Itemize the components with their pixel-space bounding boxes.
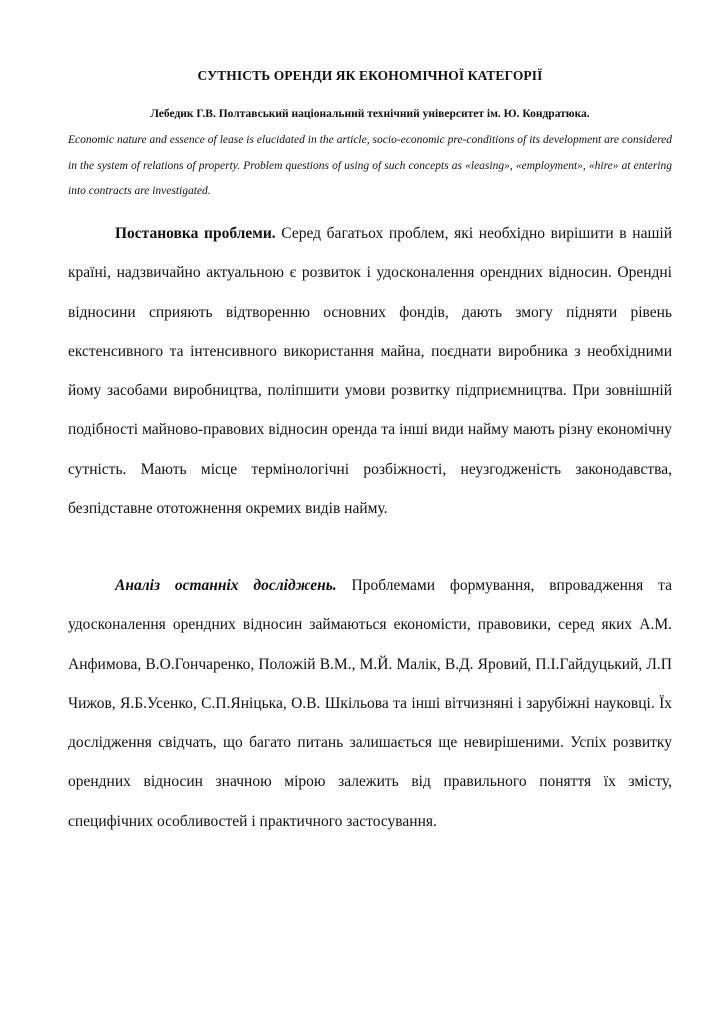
section-problem-statement	[68, 214, 672, 528]
paper-abstract: Economic nature and essence of lease is elucidated in the article, socio-economic pre-conditions of its development are considered in the system of relations of property. Problem questions of using of such concepts as «leasing», «employment», «hire» at entering into contracts are investigated.	[68, 134, 672, 197]
paper-title: СУТНІСТЬ ОРЕНДИ ЯК ЕКОНОМІЧНОЇ КАТЕГОРІЇ	[197, 68, 543, 83]
section-heading: Аналіз останніх досліджень.	[115, 577, 337, 594]
section-heading: Постановка проблеми.	[115, 225, 276, 242]
paper-authors: Лебедик Г.В. Полтавський національний технічний університет ім. Ю. Кондратюка.	[150, 108, 590, 120]
section-body-text: Серед багатьох проблем, які необхідно вирішити в нашій країні, надзвичайно актуальною є розвиток і удосконалення орендних відносин. Орендні відносини сприяють відтворенню основних фондів, дають змогу підняти рівень екстенсивного та інтенсивного використання майна, поєднати виробника з необхідними йому засобами виробництва, поліпшити умови розвитку підприємництва. При зовнішній подібності майново-правових відносин оренда та інші види найму мають різну економічну сутність. Мають місце термінологічні розбіжності, неузгодженість законодавства, безпідставне ототожнення окремих видів найму.	[68, 225, 672, 518]
section-body-text: Проблемами формування, впровадження та удосконалення орендних відносин займаються економісти, правовики, серед яких А.М. Анфимова, В.О.Гончаренко, Положій В.М., М.Й. Малік, В.Д. Яровий, П.І.Гайдуцький, Л.П Чижов, Я.Б.Усенко, С.П.Яніцька, О.В. Шкільова та інші вітчизняні і зарубіжні науковці. Їх дослідження свідчать, що багато питань залишається ще невирішеними. Успіх розвитку орендних відносин значною мірою залежить від правильного поняття їх змісту, специфічних особливостей і практичного застосування.	[68, 577, 672, 830]
section-literature-analysis	[68, 566, 672, 841]
